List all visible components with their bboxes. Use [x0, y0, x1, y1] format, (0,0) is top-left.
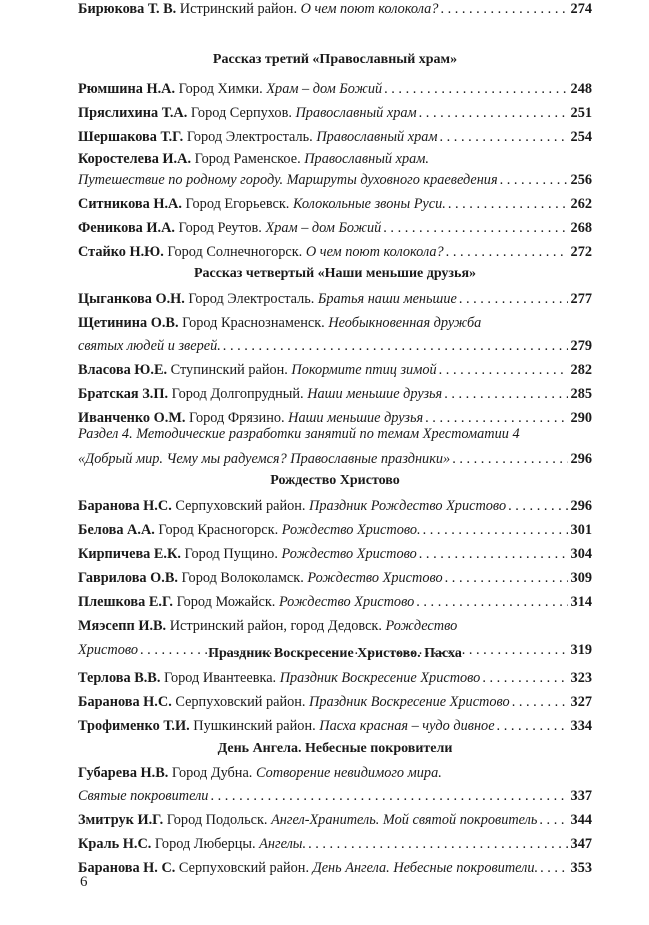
page-ref: 262 [570, 196, 592, 212]
entry-title: Праздник Рождество Христово [309, 498, 507, 514]
toc-entry-text [78, 150, 429, 168]
page-ref: 323 [570, 670, 592, 686]
entry-place: Город Краснознаменск. [178, 315, 329, 331]
page-ref: 296 [570, 498, 592, 514]
entry-place: Город Красногорск. [154, 522, 282, 538]
toc-entry [78, 521, 592, 539]
entry-title-cont: святых людей и зверей. [78, 338, 221, 354]
page-ref: 344 [570, 812, 592, 828]
toc-entry [78, 195, 592, 213]
toc-entry [78, 859, 592, 877]
razdel-title-cont: «Добрый мир. Чему мы радуемся? Православные праздники» [78, 451, 451, 467]
toc-entry-text [78, 693, 510, 711]
entry-title: Сотворение невидимого мира. [255, 765, 442, 781]
toc-entry [78, 243, 592, 261]
toc-entry [78, 0, 592, 18]
toc-entry-text [78, 361, 437, 379]
entry-title: День Ангела. Небесные покровители. [312, 860, 539, 876]
entry-title: Рождество Христово [307, 570, 443, 586]
entry-title: Рождество Христово. [281, 522, 421, 538]
entry-author: Плешкова Е.Г. [78, 594, 174, 610]
entry-place: Город Раменское. [191, 151, 305, 167]
entry-title: Праздник Воскресение Христово [279, 670, 481, 686]
entry-place: Город Люберцы. [151, 836, 260, 852]
toc-entry-text [78, 243, 444, 261]
dot-leader [223, 337, 568, 355]
entry-place: Пушкинский район. [189, 718, 320, 734]
entry-place: Город Серпухов. [187, 105, 296, 121]
entry-title: Православный храм [316, 129, 438, 145]
toc-entry-text [78, 128, 438, 146]
entry-author: Гаврилова О.В. [78, 570, 178, 586]
page-ref: 301 [570, 522, 592, 538]
entry-title-cont: Христово [78, 642, 139, 658]
toc-entry-text [78, 717, 495, 735]
entry-title: Рождество [385, 618, 458, 634]
entry-author: Баранова Н.С. [78, 694, 172, 710]
toc-entry [78, 314, 592, 332]
entry-author: Трофименко Т.И. [78, 718, 190, 734]
toc-entry [78, 593, 592, 611]
toc-entry-text [78, 521, 421, 539]
dot-leader [416, 593, 567, 611]
dot-leader [452, 450, 567, 468]
dot-leader [446, 243, 568, 261]
toc-entry [78, 385, 592, 403]
toc-entry-text [78, 290, 457, 308]
toc-entry-text [78, 497, 506, 515]
section-heading: День Ангела. Небесные покровители [217, 741, 453, 756]
entry-title: Православный храм. [304, 151, 429, 167]
dot-leader [459, 290, 568, 308]
toc-entry [78, 811, 592, 829]
entry-place: Город Солнечногорск. [163, 244, 306, 260]
entry-author: Шершакова Т.Г. [78, 129, 184, 145]
dot-leader [419, 104, 568, 122]
entry-title: Покормите птиц зимой [291, 362, 437, 378]
entry-place: Истринский район. [176, 1, 301, 17]
toc-entry-text [78, 219, 381, 237]
page-ref: 353 [570, 860, 592, 876]
entry-place: Город Электросталь. [184, 291, 318, 307]
page-ref: 277 [570, 291, 592, 307]
entry-author: Бирюкова Т. В. [78, 1, 177, 17]
entry-author: Власова Ю.Е. [78, 362, 168, 378]
toc-entry-cont [78, 337, 592, 355]
entry-author: Стайко Н.Ю. [78, 244, 164, 260]
page-ref: 304 [570, 546, 592, 562]
toc-entry-text [78, 859, 538, 877]
page-ref: 285 [570, 386, 592, 402]
page-ref: 268 [570, 220, 592, 236]
entry-place: Город Дубна. [168, 765, 256, 781]
dot-leader [383, 219, 567, 237]
entry-author: Мяэсепп И.В. [78, 618, 167, 634]
toc-entry [78, 219, 592, 237]
page-ref: 327 [570, 694, 592, 710]
entry-author: Коростелева И.А. [78, 151, 192, 167]
toc-entry [78, 669, 592, 687]
razdel-title: Раздел 4. Методические разработки занятий по темам Хрестоматии 4 [78, 426, 520, 442]
section-razdel-line [78, 450, 592, 468]
toc-entry [78, 693, 592, 711]
dot-leader [440, 0, 567, 18]
entry-author: Рюмшина Н.А. [78, 81, 176, 97]
toc-entry-text [78, 314, 481, 332]
dot-leader [500, 171, 568, 189]
page-ref: 334 [570, 718, 592, 734]
entry-place: Ступинский район. [167, 362, 292, 378]
dot-leader [540, 859, 567, 877]
entry-author: Пряслихина Т.А. [78, 105, 188, 121]
toc-entry [78, 497, 592, 515]
section-razdel-line [78, 425, 592, 443]
toc-entry [78, 150, 592, 168]
dot-leader [419, 545, 568, 563]
toc-entry-text [78, 617, 457, 635]
entry-title: Православный храм [295, 105, 417, 121]
toc-entry [78, 290, 592, 308]
dot-leader [444, 385, 567, 403]
entry-title: Пасха красная – чудо дивное [319, 718, 495, 734]
dot-leader [448, 195, 568, 213]
page-ref: 337 [570, 788, 592, 804]
entry-place: Город Долгопрудный. [168, 386, 308, 402]
page-ref: 274 [570, 1, 592, 17]
dot-leader [512, 693, 568, 711]
toc-entry [78, 717, 592, 735]
entry-place: Город Егорьевск. [181, 196, 293, 212]
entry-place: Город Волоколамск. [177, 570, 308, 586]
entry-place: Истринский район, город Дедовск. [166, 618, 386, 634]
entry-title: Братья наши меньшие [317, 291, 457, 307]
section-heading: Рассказ четвертый «Наши меньшие друзья» [193, 266, 477, 281]
page-ref: 347 [570, 836, 592, 852]
toc-entry-text [78, 569, 443, 587]
toc-entry [78, 104, 592, 122]
entry-author: Кирпичева Е.К. [78, 546, 181, 562]
toc-entry-text [78, 669, 480, 687]
dot-leader [210, 787, 567, 805]
entry-author: Ситникова Н.А. [78, 196, 182, 212]
dot-leader [440, 128, 568, 146]
toc-entry-text [78, 80, 382, 98]
entry-title: Колокольные звоны Руси. [292, 196, 446, 212]
entry-title: Рождество Христово [278, 594, 415, 610]
page-ref: 282 [570, 362, 592, 378]
entry-author: Змитрук И.Г. [78, 812, 164, 828]
entry-title: О чем поют колокола? [300, 1, 439, 17]
toc-entry [78, 569, 592, 587]
entry-title: Ангел-Хранитель. Мой святой покровитель [271, 812, 538, 828]
entry-author: Баранова Н.С. [78, 498, 172, 514]
entry-title-cont: Путешествие по родному городу. Маршруты духовного краеведения [78, 172, 498, 188]
entry-place: Город Ивантеевка. [160, 670, 280, 686]
toc-entry-text [78, 835, 306, 853]
dot-leader [539, 811, 567, 829]
entry-place: Город Пущино. [180, 546, 282, 562]
entry-place: Город Подольск. [163, 812, 272, 828]
dot-leader [308, 835, 567, 853]
entry-title: Наши меньшие друзья [288, 410, 424, 426]
toc-entry-cont [78, 787, 592, 805]
entry-author: Терлова В.В. [78, 670, 161, 686]
entry-place: Город Электросталь. [183, 129, 317, 145]
page-ref: 309 [570, 570, 592, 586]
page-ref: 319 [570, 642, 592, 658]
dot-leader [482, 669, 567, 687]
dot-leader [384, 80, 567, 98]
page-ref: 314 [570, 594, 592, 610]
page-ref: 296 [570, 451, 592, 467]
toc-entry [78, 545, 592, 563]
dot-leader [508, 497, 567, 515]
entry-title-cont: Святые покровители [78, 788, 209, 804]
page-ref: 279 [570, 338, 592, 354]
toc-entry [78, 361, 592, 379]
entry-author: Краль Н.С. [78, 836, 152, 852]
entry-place: Город Можайск. [173, 594, 279, 610]
toc-entry-text [78, 0, 438, 18]
entry-title: Праздник Воскресение Христово [309, 694, 510, 710]
toc-entry-text [78, 385, 442, 403]
toc-entry [78, 764, 592, 782]
entry-author: Цыганкова О.Н. [78, 291, 185, 307]
entry-title: Храм – дом Божий [265, 220, 382, 236]
page-ref: 290 [570, 410, 592, 426]
dot-leader [439, 361, 568, 379]
entry-author: Губарева Н.В. [78, 765, 169, 781]
page-number: 6 [80, 874, 88, 890]
toc-entry [78, 617, 592, 635]
entry-title: Храм – дом Божий [266, 81, 383, 97]
entry-title: Ангелы. [259, 836, 307, 852]
toc-entry [78, 128, 592, 146]
entry-author: Братская З.П. [78, 386, 169, 402]
entry-title: Рождество Христово [281, 546, 417, 562]
entry-place: Город Фрязино. [185, 410, 289, 426]
page-ref: 254 [570, 129, 592, 145]
toc-entry [78, 835, 592, 853]
entry-place: Город Химки. [175, 81, 267, 97]
entry-author: Щетинина О.В. [78, 315, 179, 331]
toc-entry-cont [78, 171, 592, 189]
page-ref: 248 [570, 81, 592, 97]
entry-author: Иванченко О.М. [78, 410, 186, 426]
page-ref: 256 [570, 172, 592, 188]
entry-author: Феникова И.А. [78, 220, 175, 236]
entry-place: Серпуховский район. [175, 860, 313, 876]
entry-title: Необыкновенная дружба [328, 315, 482, 331]
entry-place: Серпуховский район. [171, 498, 310, 514]
toc-entry-text [78, 811, 537, 829]
section-heading: Рассказ третий «Православный храм» [212, 52, 458, 67]
page-ref: 251 [570, 105, 592, 121]
entry-author: Баранова Н. С. [78, 860, 176, 876]
entry-place: Город Реутов. [174, 220, 266, 236]
dot-leader [423, 521, 568, 539]
entry-author: Белова А.А. [78, 522, 155, 538]
entry-title: Наши меньшие друзья [307, 386, 443, 402]
toc-entry-text [78, 195, 446, 213]
page-ref: 272 [570, 244, 592, 260]
entry-place: Серпуховский район. [171, 694, 310, 710]
section-heading: Рождество Христово [270, 473, 400, 488]
dot-leader [445, 569, 568, 587]
toc-entry-text [78, 593, 414, 611]
section-heading: Праздник Воскресение Христово. Пасха [208, 646, 462, 661]
toc-entry-text [78, 764, 442, 782]
entry-title: О чем поют колокола? [305, 244, 444, 260]
toc-entry [78, 80, 592, 98]
toc-entry-text [78, 545, 417, 563]
dot-leader [497, 717, 568, 735]
toc-entry-text [78, 104, 417, 122]
